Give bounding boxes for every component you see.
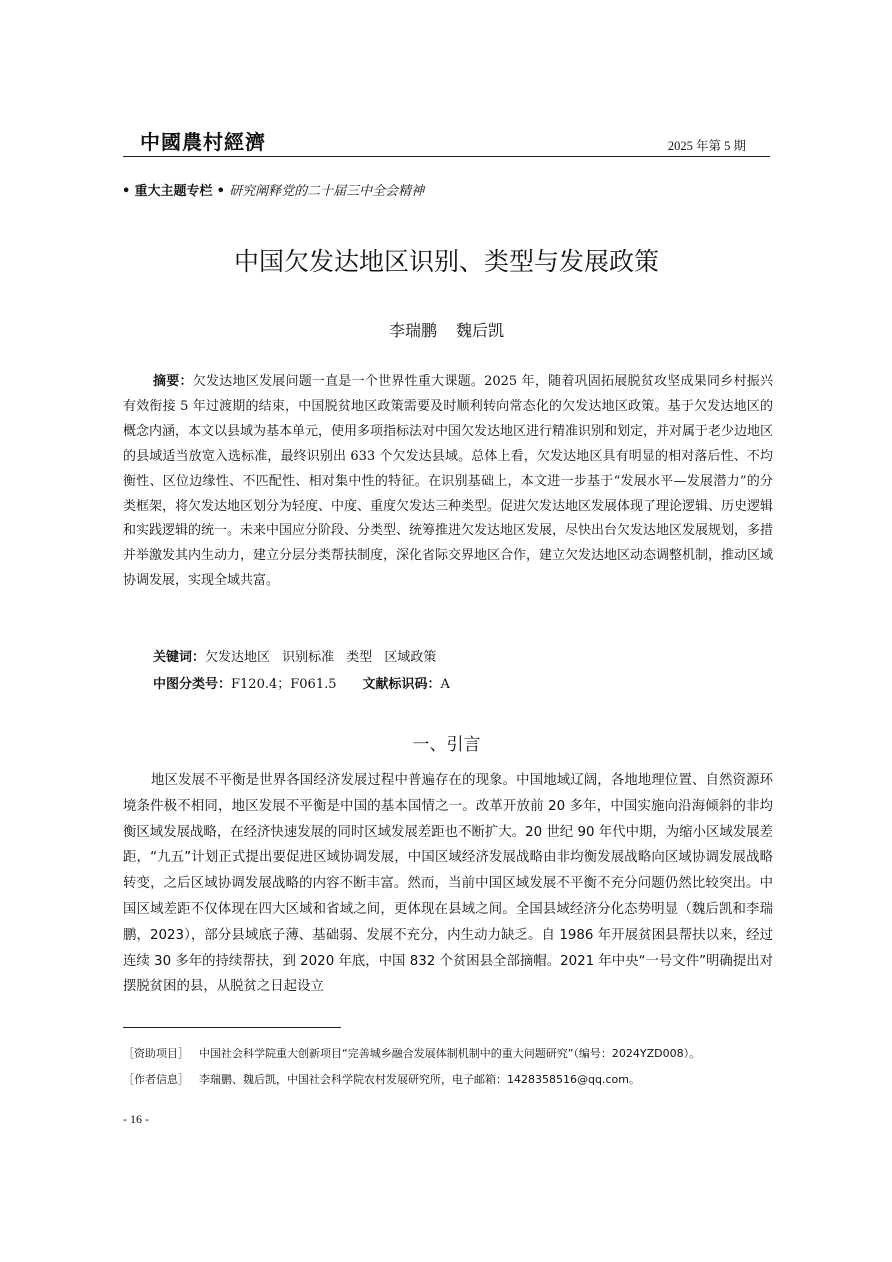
doc-code-label: 文献标识码：: [362, 677, 441, 692]
header-divider: [123, 156, 770, 157]
footnote-funding-tag: ［资助项目］: [123, 1047, 189, 1060]
column-subtitle: 研究阐释党的二十届三中全会精神: [229, 184, 425, 199]
keywords-text: 欠发达地区 识别标准 类型 区域政策: [205, 650, 437, 665]
issue-number: 2025 年第 5 期: [667, 139, 746, 153]
footnote-funding: [123, 1045, 783, 1061]
clc-label: 中图分类号：: [153, 677, 232, 692]
column-bullet: •: [122, 184, 131, 199]
clc-code: F120.4；F061.5: [231, 677, 337, 692]
article-authors: 李瑞鹏 魏后凯: [388, 321, 505, 340]
article-title: 中国欠发达地区识别、类型与发展政策: [233, 247, 659, 276]
abstract: [123, 370, 773, 594]
column-tag: [122, 180, 424, 199]
body-paragraph: 地区发展不平衡是世界各国经济发展过程中普遍存在的现象。中国地域辽阔，各地地理位置、自然资源环境条件极不相同，地区发展不平衡是中国的基本国情之一。改革开放前 20 多年，中国实施向沿海倾斜的非均衡区域发展战略，在经济快速发展的同时区域发展差距也不断扩大。20 世纪 90 年代中期，为缩小区域发展差距，“九五”计划正式提出要促进区域协调发展，中国区域经济发展战略由非均衡发展战略向区域协调发展战略转变，之后区域协调发展战略的内容不断丰富。然而，当前中国区域发展不平衡不充分问题仍然比较突出。中国区域差距不仅体现在四大区域和省域之间，更体现在县域之间。全国县域经济分化态势明显（魏后凯和李瑞鹏，2023），部分县域底子薄、基础弱、发展不充分，内生动力缺乏。自 1986 年开展贫困县帮扶以来，经过连续 30 多年的持续帮扶，到 2020 年底，中国 832 个贫困县全部摘帽。2021 年中央“一号文件”明确提出对摆脱贫困的县，从脱贫之日起设立: [123, 773, 773, 995]
footnote-funding-text: 中国社会科学院重大创新项目“完善城乡融合发展体制机制中的重大问题研究”（编号：2024YZD008）。: [199, 1047, 701, 1060]
column-bullet: •: [216, 184, 225, 199]
footnote-author-tag: ［作者信息］: [123, 1073, 189, 1086]
column-section-name: 重大主题专栏: [134, 184, 213, 199]
journal-logo: 中國農村經濟: [140, 130, 266, 154]
footnote-divider: [123, 1027, 341, 1028]
section-heading: 一、引言: [412, 735, 481, 755]
abstract-label: 摘要：: [153, 374, 193, 389]
keywords: [153, 646, 436, 665]
classification: [153, 673, 450, 692]
footnote-author-text: 李瑞鹏、魏后凯，中国社会科学院农村发展研究所，电子邮箱：1428358516@qq.com。: [199, 1073, 640, 1086]
page-number: - 16 -: [123, 1112, 149, 1126]
abstract-text: 欠发达地区发展问题一直是一个世界性重大课题。2025 年，随着巩固拓展脱贫攻坚成果同乡村振兴有效衔接 5 年过渡期的结束，中国脱贫地区政策需要及时顺利转向常态化的欠发达地区政策。基于欠发达地区的概念内涵，本文以县域为基本单元，使用多项指标法对中国欠发达地区进行精准识别和划定，并对属于老少边地区的县域适当放宽入选标准，最终识别出 633 个欠发达县域。总体上看，欠发达地区具有明显的相对落后性、不均衡性、区位边缘性、不匹配性、相对集中性的特征。在识别基础上，本文进一步基于“发展水平—发展潜力”的分类框架，将欠发达地区划分为轻度、中度、重度欠发达三种类型。促进欠发达地区发展体现了理论逻辑、历史逻辑和实践逻辑的统一。未来中国应分阶段、分类型、统筹推进欠发达地区发展，尽快出台欠发达地区发展规划，多措并举激发其内生动力，建立分层分类帮扶制度，深化省际交界地区合作，建立欠发达地区动态调整机制，推动区域协调发展，实现全域共富。: [123, 374, 774, 589]
footnote-author: [123, 1071, 783, 1087]
doc-code: A: [440, 677, 450, 692]
keywords-label: 关键词：: [153, 650, 206, 665]
